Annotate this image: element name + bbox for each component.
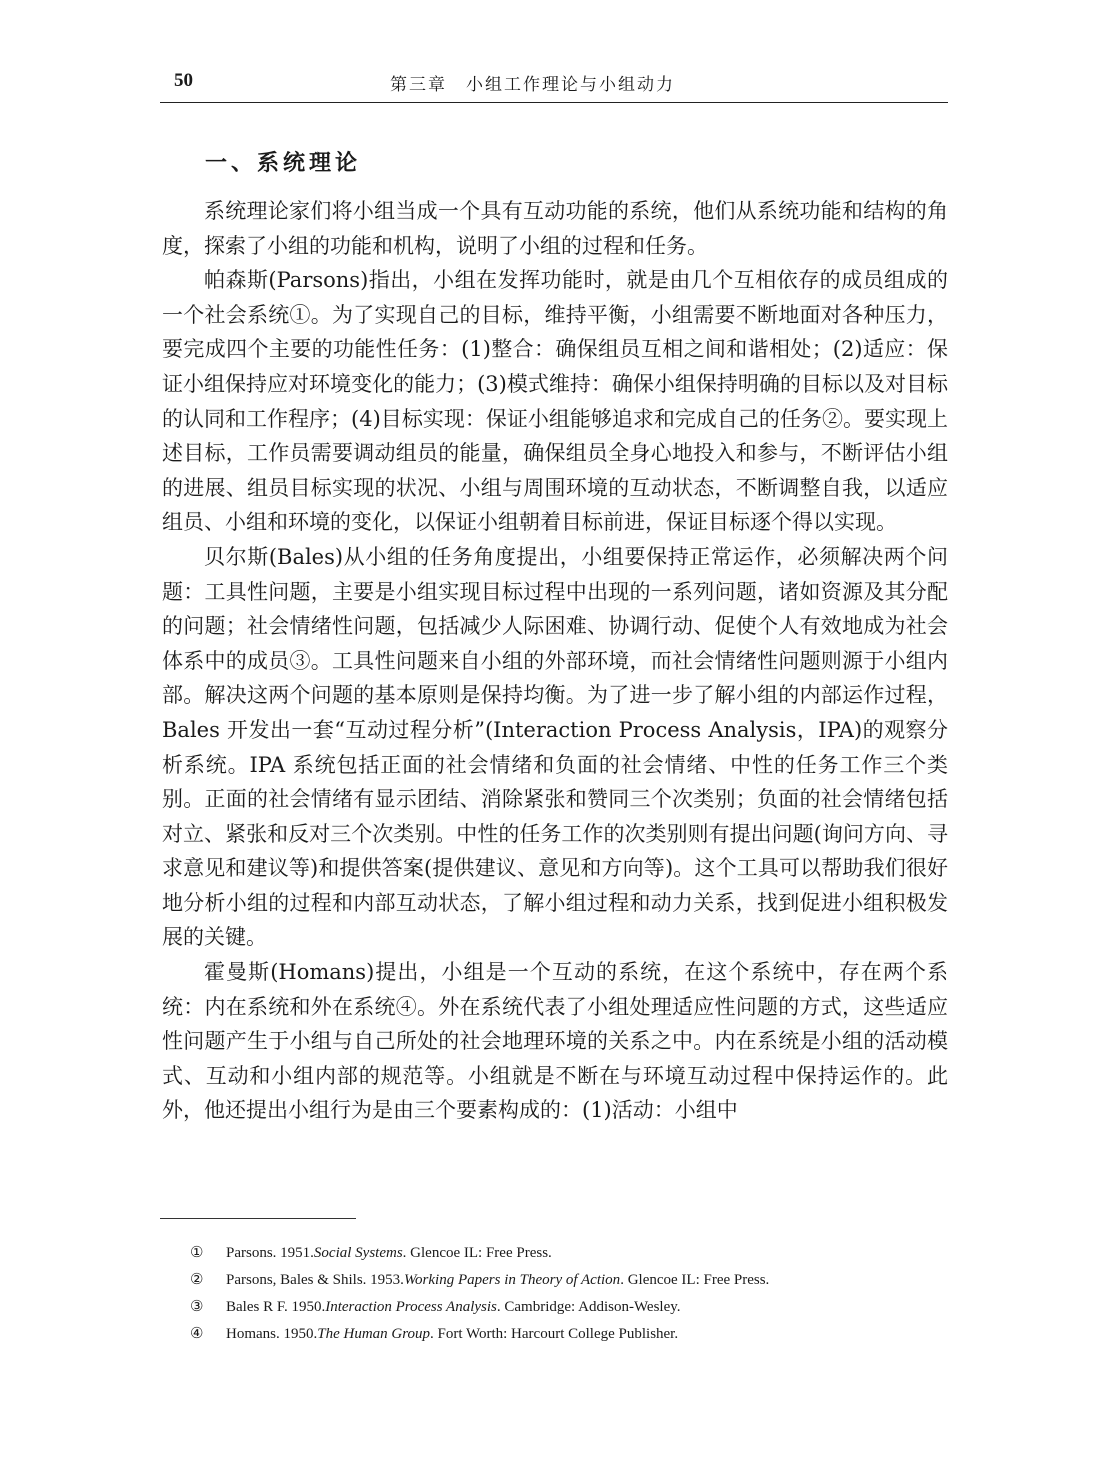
paragraph: 霍曼斯(Homans)提出，小组是一个互动的系统，在这个系统中，存在两个系统：内在系统和外在系统④。外在系统代表了小组处理适应性问题的方式，这些适应性问题产生于小组与自己所处的社会地理环境的关系之中。内在系统是小组的活动模式、互动和小组内部的规范等。小组就是不断在与环境互动过程中保持运作的。此外，他还提出小组行为是由三个要素构成的：(1)活动：小组中 xyxy=(162,960,948,1123)
footnote xyxy=(190,1294,950,1321)
footnote-mark: ① xyxy=(190,1245,204,1261)
footnote-text: Parsons. 1951. xyxy=(226,1245,314,1261)
footnote-text: Homans. 1950. xyxy=(226,1326,318,1342)
paragraph: 系统理论家们将小组当成一个具有互动功能的系统，他们从系统功能和结构的角度，探索了小组的功能和机构，说明了小组的过程和任务。 xyxy=(162,199,948,258)
page-number: 50 xyxy=(174,70,193,91)
footnote-mark: ④ xyxy=(190,1326,204,1342)
footnote-text: . Cambridge: Addison-Wesley. xyxy=(496,1299,681,1315)
footnote-text: Parsons, Bales & Shils. 1953. xyxy=(226,1272,404,1288)
footnote-title: Interaction Process Analysis xyxy=(325,1299,497,1315)
footnote-text: . Glencoe IL: Free Press. xyxy=(402,1245,552,1261)
footnote xyxy=(190,1321,950,1348)
running-title: 第三章 小组工作理论与小组动力 xyxy=(390,75,675,95)
footnote-title: Social Systems xyxy=(313,1245,403,1261)
footnotes xyxy=(190,1240,950,1348)
footnote-text: . Fort Worth: Harcourt College Publisher. xyxy=(430,1326,679,1342)
footnote xyxy=(190,1267,950,1294)
footnote-title: The Human Group xyxy=(317,1326,431,1342)
paragraph: 帕森斯(Parsons)指出，小组在发挥功能时，就是由几个互相依存的成员组成的一个社会系统①。为了实现自己的目标，维持平衡，小组需要不断地面对各种压力，要完成四个主要的功能性任务：(1)整合：确保组员互相之间和谐相处；(2)适应：保证小组保持应对环境变化的能力；(3)模式维持：确保小组保持明确的目标以及对目标的认同和工作程序；(4)目标实现：保证小组能够追求和完成自己的任务②。要实现上述目标，工作员需要调动组员的能量，确保组员全身心地投入和参与，不断评估小组的进展、组员目标实现的状况、小组与周围环境的互动状态，不断调整自我，以适应组员、小组和环境的变化，以保证小组朝着目标前进，保证目标逐个得以实现。 xyxy=(162,268,948,535)
footnote-mark: ② xyxy=(190,1272,204,1288)
footnote-divider xyxy=(160,1218,356,1219)
footnote-text: Bales R F. 1950. xyxy=(226,1299,326,1315)
footnote-title: Working Papers in Theory of Action xyxy=(403,1272,621,1288)
paragraph: 贝尔斯(Bales)从小组的任务角度提出，小组要保持正常运作，必须解决两个问题：工具性问题，主要是小组实现目标过程中出现的一系列问题，诸如资源及其分配的问题；社会情绪性问题，包括减少人际困难、协调行动、促使个人有效地成为社会体系中的成员③。工具性问题来自小组的外部环境，而社会情绪性问题则源于小组内部。解决这两个问题的基本原则是保持均衡。为了进一步了解小组的内部运作过程，Bales 开发出一套“互动过程分析”(Interaction Process Analysis，IPA)的观察分析系统。IPA 系统包括正面的社会情绪和负面的社会情绪、中性的任务工作三个类别。正面的社会情绪有显示团结、消除紧张和赞同三个次类别；负面的社会情绪包括对立、紧张和反对三个次类别。中性的任务工作的次类别则有提出问题(询问方向、寻求意见和建议等)和提供答案(提供建议、意见和方向等)。这个工具可以帮助我们很好地分析小组的过程和内部互动状态，了解小组过程和动力关系，找到促进小组积极发展的关键。 xyxy=(162,544,948,950)
section-heading: 一、系统理论 xyxy=(205,150,362,176)
footnote-mark: ③ xyxy=(190,1299,204,1315)
body-text xyxy=(162,194,948,1128)
footnote-text: . Glencoe IL: Free Press. xyxy=(620,1272,770,1288)
footnote xyxy=(190,1240,950,1267)
page-header xyxy=(160,66,948,103)
